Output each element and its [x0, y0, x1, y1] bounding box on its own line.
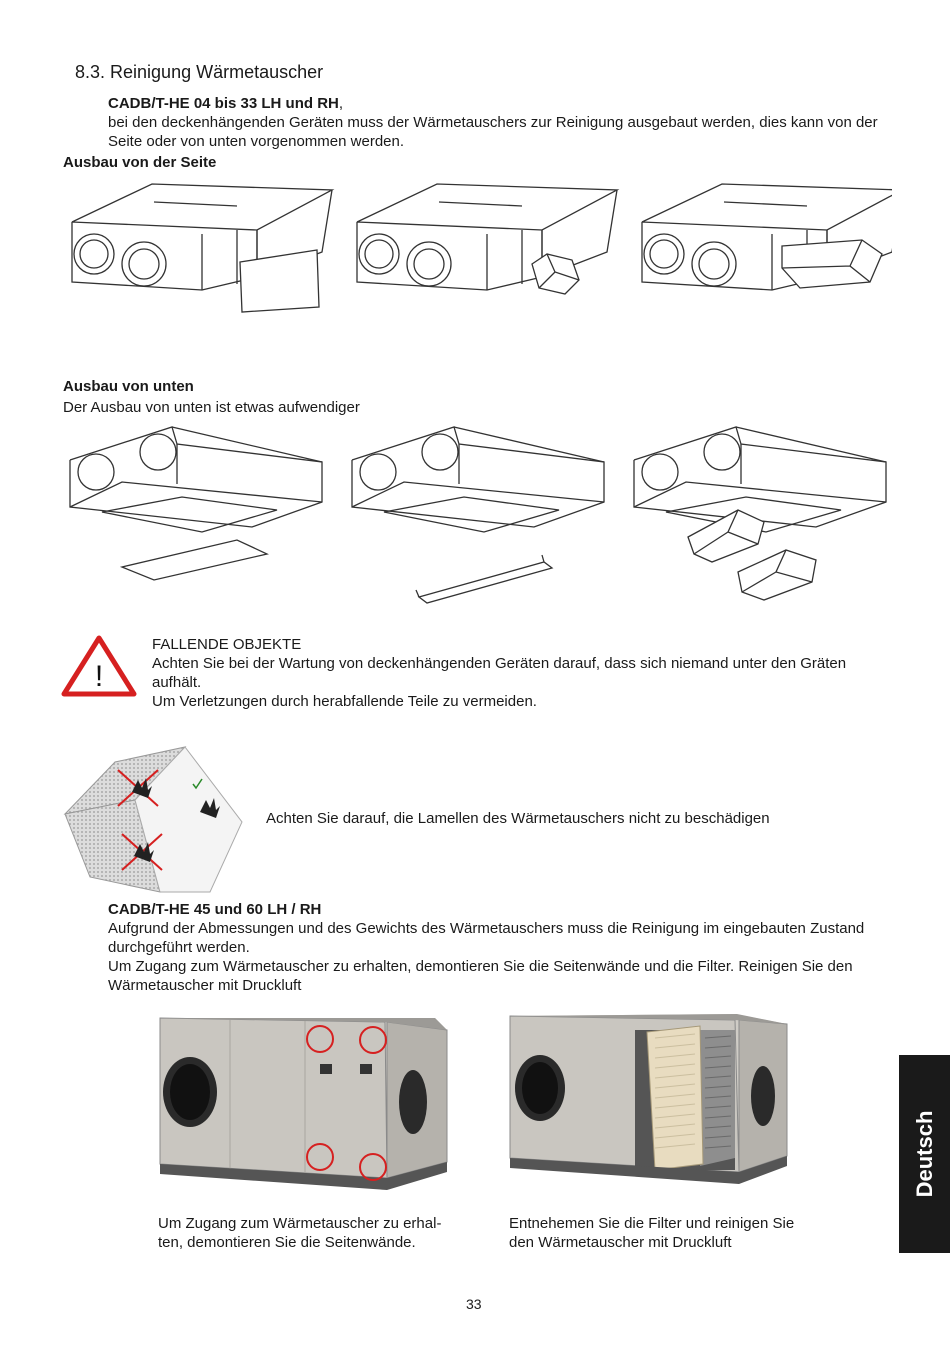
warning-line1: Achten Sie bei der Wartung von deckenhängenden Geräten darauf, dass sich niemand unter den Gräten aufhält. [152, 655, 847, 691]
unit-bottom-1 [70, 427, 322, 580]
side-removal-title: Ausbau von der Seite [63, 154, 217, 171]
part2-heading: CADB/T-HE 45 und 60 LH / RH [108, 901, 322, 918]
part2-text2: Um Zugang zum Wärmetauscher zu erhalten, demontieren Sie die Seitenwände und die Filter. Reinigen Sie den Wärmetauscher mit Druckluft [108, 958, 853, 994]
lamellae-note: Achten Sie darauf, die Lamellen des Wärmetauschers nicht zu beschädigen [266, 810, 770, 827]
part1-block [108, 94, 898, 151]
language-tab-label: Deutsch [911, 1110, 937, 1198]
section-title: 8.3. Reinigung Wärmetauscher [75, 62, 324, 82]
part1-heading-suffix: , [338, 95, 344, 112]
unit-bottom-2 [352, 427, 604, 603]
part2-text1: Aufgrund der Abmessungen und des Gewichts des Wärmetauschers muss die Reinigung im eingebauten Zustand durchgeführt werden. [108, 920, 865, 956]
caption-right: Entnehemen Sie die Filter und reinigen Sie den Wärmetauscher mit Druckluft [509, 1215, 795, 1251]
heat-exchanger-illustration [60, 742, 250, 897]
language-tab [899, 1055, 950, 1253]
warning-title: FALLENDE OBJEKTE [152, 636, 302, 653]
caption-left: Um Zugang zum Wärmetauscher zu erhal-ten, demontieren Sie die Seitenwände. [158, 1215, 442, 1251]
part2-block [108, 900, 893, 995]
part1-text: bei den deckenhängenden Geräten muss der Wärmetauschers zur Reinigung ausgebaut werden, dies kann von der Seite oder von unten vorgenommen werden. [108, 114, 878, 150]
unit-photo-open [505, 1008, 795, 1198]
warning-line2: Um Verletzungen durch herabfallende Teile zu vermeiden. [152, 693, 537, 710]
warning-block [152, 635, 882, 711]
part1-heading: CADB/T-HE 04 bis 33 LH und RH [108, 95, 339, 112]
warning-triangle-icon [61, 635, 137, 697]
bottom-removal-title: Ausbau von unten [63, 378, 194, 395]
bottom-removal-illustrations [62, 422, 892, 612]
unit-side-2 [357, 184, 617, 294]
unit-bottom-3 [634, 427, 886, 600]
unit-side-1 [72, 184, 332, 312]
bottom-removal-text: Der Ausbau von unten ist etwas aufwendiger [63, 399, 360, 416]
page-number: 33 [466, 1296, 482, 1312]
unit-side-3 [642, 184, 892, 290]
unit-photo-closed [155, 1012, 450, 1202]
side-removal-illustrations [62, 172, 892, 322]
warning-symbol: ! [94, 660, 104, 693]
